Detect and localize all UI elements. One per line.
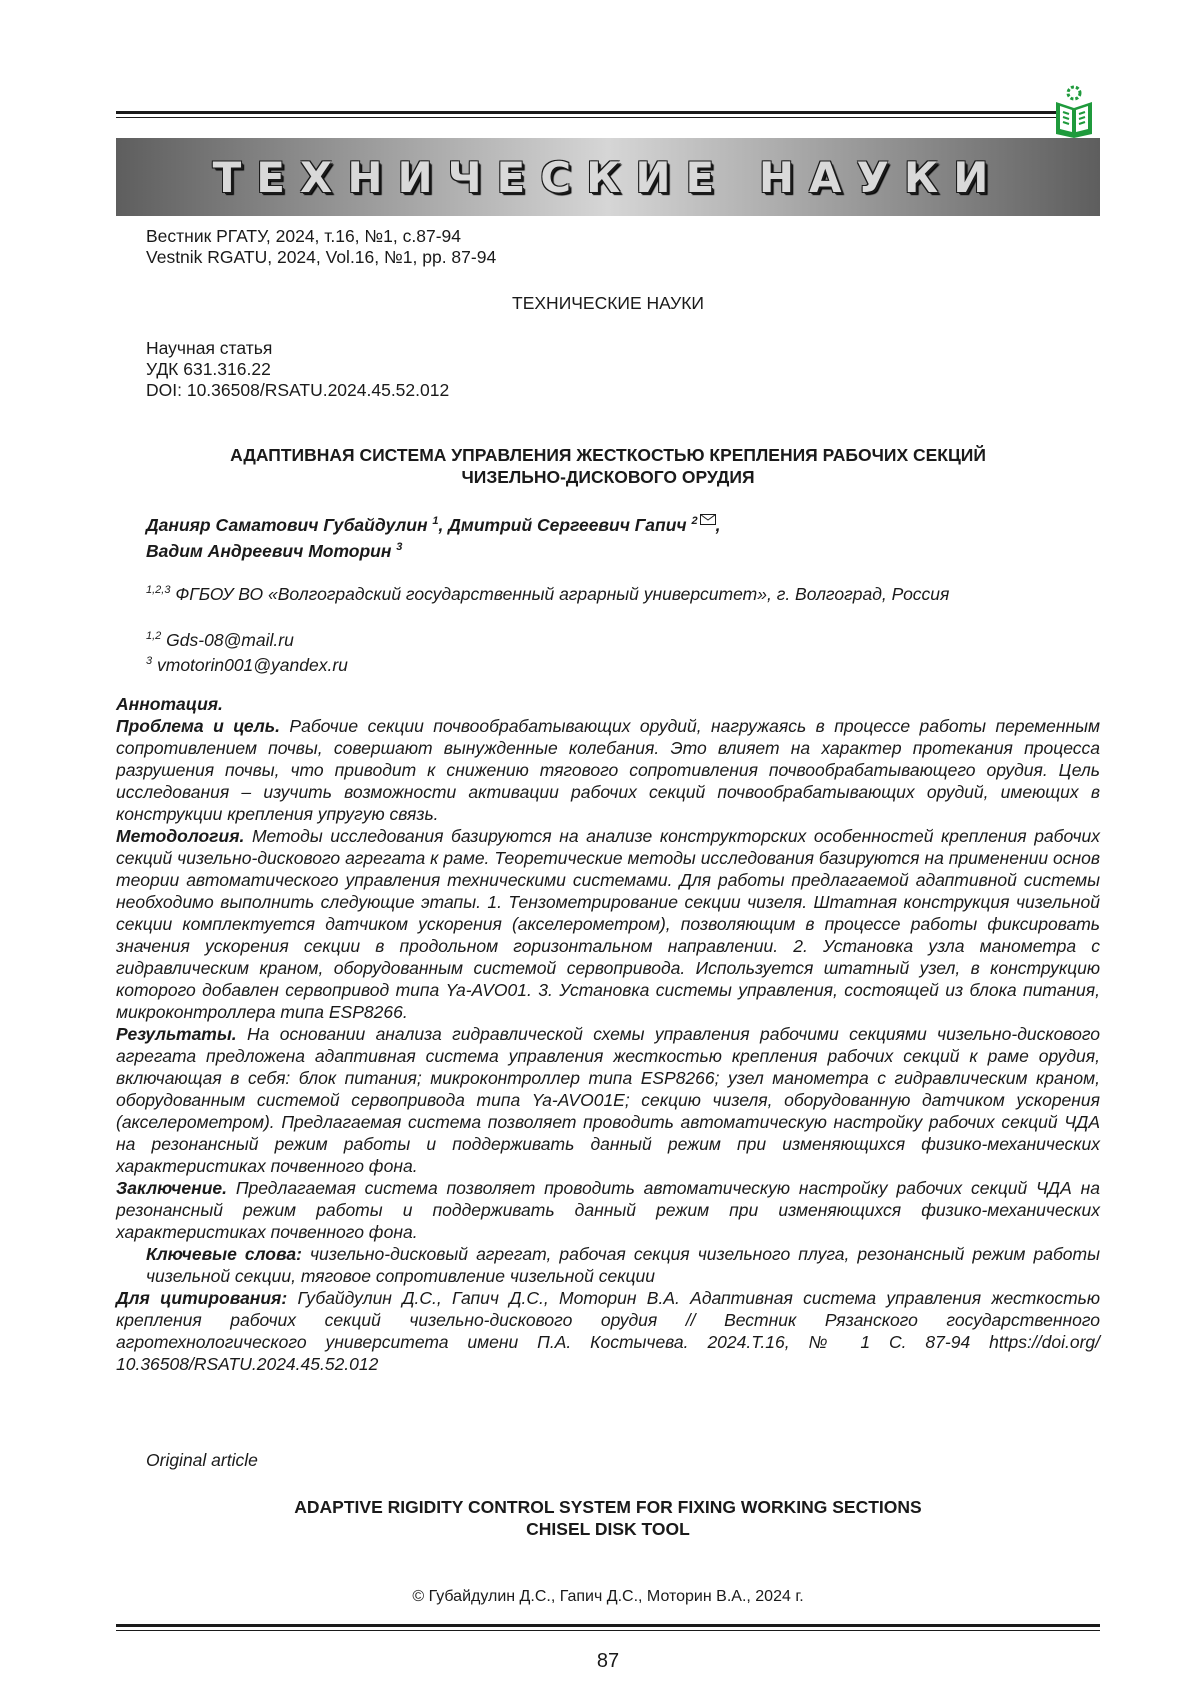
envelope-icon (700, 514, 716, 525)
title-ru-line-1: АДАПТИВНАЯ СИСТЕМА УПРАВЛЕНИЯ ЖЕСТКОСТЬЮ КРЕПЛЕНИЯ РАБОЧИХ СЕКЦИЙ (230, 445, 986, 465)
section-heading: ТЕХНИЧЕСКИЕ НАУКИ (512, 293, 704, 313)
conclusion-text: Предлагаемая система позволяет проводить автоматическую настройку рабочих секций ЧДА на резонансный режим работы и поддерживать данный режим при изменяющихся физико-механических характеристиках почвенного фона. (116, 1178, 1100, 1242)
abstract-conclusion (116, 1177, 1100, 1243)
problem-text: Рабочие секции почвообрабатывающих орудий, нагружаясь в процессе работы переменным сопротивлением почвы, совершают вынужденные колебания. Это влияет на характер протекания процесса разрушения почвы, что приводит к снижению тягового сопротивления почвообрабатывающего орудия. Цель исследования – изучить возможности активации рабочих секций почвообрабатывающих орудий, имеющих в конструкции крепления упругую связь. (116, 716, 1100, 824)
author-2: , Дмитрий Сергеевич Гапич (438, 514, 692, 535)
udk: УДК 631.316.22 (146, 359, 271, 379)
email-2[interactable]: vmotorin001@yandex.ru (152, 654, 348, 675)
email-1-sup: 1,2 (146, 630, 162, 642)
journal-logo-icon (1052, 84, 1096, 138)
title-en-line-2: CHISEL DISK TOOL (526, 1519, 690, 1539)
results-text: На основании анализа гидравлической схемы управления рабочими секциями чизельно-дискового агрегата предложена адаптивная система управления жесткостью крепления рабочих секций к раме орудия, включающая в себя: блок питания; микроконтроллер типа ESP8266; узел манометра с гидравлическим краном, оборудованным системой сервопривода типа Ya-AVO01E; секцию чизеля, оборудованную датчиком ускорения (акселерометром). Предлагаемая система позволяет проводить автоматическую настройку рабочих секций ЧДА на резонансный режим работы и поддерживать данный режим при изменяющихся физико-механических характеристиках почвенного фона. (116, 1024, 1100, 1176)
affiliation (146, 580, 1106, 605)
authors (146, 510, 1046, 562)
author-2-sup: 2 (691, 515, 698, 527)
emails (146, 626, 1046, 676)
top-rule-thin (116, 117, 1056, 118)
article-title-ru (116, 444, 1100, 488)
email-1-line (146, 626, 1046, 651)
email-2-line (146, 651, 1046, 676)
citation-text: Губайдулин Д.С., Гапич Д.С., Моторин В.А. Адаптивная система управления жесткостью крепления рабочих секций чизельно-дискового орудия // Вестник Рязанского государственного агротехнологического университета имени П.А. Костычева. 2024.Т.16, № 1 С. 87-94 https://doi.org/ 10.36508/RSATU.2024.45.52.012 (116, 1288, 1101, 1374)
article-meta (146, 338, 1046, 401)
page-number: 87 (596, 1650, 620, 1672)
authors-line-1 (146, 510, 1046, 536)
results-label: Результаты. (116, 1024, 237, 1044)
authors-line-2 (146, 536, 1046, 562)
journal-ref-en: Vestnik RGATU, 2024, Vol.16, №1, pp. 87-94 (146, 247, 497, 267)
article-title-en (116, 1496, 1100, 1540)
doi: DOI: 10.36508/RSATU.2024.45.52.012 (146, 380, 450, 400)
journal-reference (146, 226, 1046, 268)
citation (116, 1287, 1100, 1375)
title-en-line-1: ADAPTIVE RIGIDITY CONTROL SYSTEM FOR FIXING WORKING SECTIONS (294, 1497, 922, 1517)
affiliation-text: ФГБОУ ВО «Волгоградский государственный аграрный университет», г. Волгоград, Россия (170, 583, 950, 604)
author-1: Данияр Саматович Губайдулин (146, 514, 433, 535)
keywords-text: чизельно-дисковый агрегат, рабочая секция чизельного плуга, резонансный режим работы чизельной секции, тяговое сопротивление чизельной секции (146, 1244, 1100, 1286)
article-type: Научная статья (146, 338, 273, 358)
bottom-rule (116, 1624, 1100, 1627)
problem-label: Проблема и цель. (116, 716, 280, 736)
author-3: Вадим Андреевич Моторин (146, 540, 397, 561)
top-rule (116, 111, 1056, 114)
author-2-suffix: , (715, 514, 721, 535)
abstract-results (116, 1023, 1100, 1177)
abstract (116, 693, 1100, 1375)
author-3-sup: 3 (396, 540, 403, 553)
banner-title: ТЕХНИЧЕСКИЕ НАУКИ (212, 152, 1004, 202)
email-1[interactable]: Gds-08@mail.ru (161, 629, 294, 650)
method-text: Методы исследования базируются на анализе конструкторских особенностей крепления рабочих секций чизельно-дискового агрегата к раме. Теоретические методы исследования базируются на применении основ теории автоматического управления техническими системами. Для работы предлагаемой адаптивной системы необходимо выполнить следующие этапы. 1. Тензометрирование секции чизеля. Штатная конструкция чизельной секции комплектуется датчиком ускорения (акселерометром), позволяющим в процессе работы фиксировать значения ускорения секции в продольном горизонтальном направлении. 2. Установка узла манометра с гидравлическим краном, оборудованным системой сервопривода. Используется штатный узел, в конструкцию которого добавлен сервопривод типа Ya-AVO01. 3. Установка системы управления, состоящей из блока питания, микроконтроллера типа ESP8266. (116, 826, 1100, 1022)
keywords-label: Ключевые слова: (146, 1244, 302, 1264)
keywords (116, 1243, 1100, 1287)
abstract-heading: Аннотация. (116, 694, 223, 714)
citation-label: Для цитирования: (116, 1288, 288, 1308)
section-banner (116, 138, 1100, 216)
conclusion-label: Заключение. (116, 1178, 227, 1198)
abstract-problem (116, 715, 1100, 825)
email-2-sup: 3 (146, 654, 153, 667)
journal-ref-ru: Вестник РГАТУ, 2024, т.16, №1, с.87-94 (146, 226, 461, 246)
article-type-en: Original article (146, 1450, 258, 1470)
copyright: © Губайдулин Д.С., Гапич Д.С., Моторин В.А., 2024 г. (412, 1588, 804, 1605)
author-1-sup: 1 (432, 515, 439, 527)
method-label: Методология. (116, 826, 245, 846)
title-ru-line-2: ЧИЗЕЛЬНО-ДИСКОВОГО ОРУДИЯ (461, 467, 755, 487)
affiliation-sup: 1,2,3 (146, 584, 171, 596)
bottom-rule-thin (116, 1630, 1100, 1631)
abstract-methodology (116, 825, 1100, 1023)
